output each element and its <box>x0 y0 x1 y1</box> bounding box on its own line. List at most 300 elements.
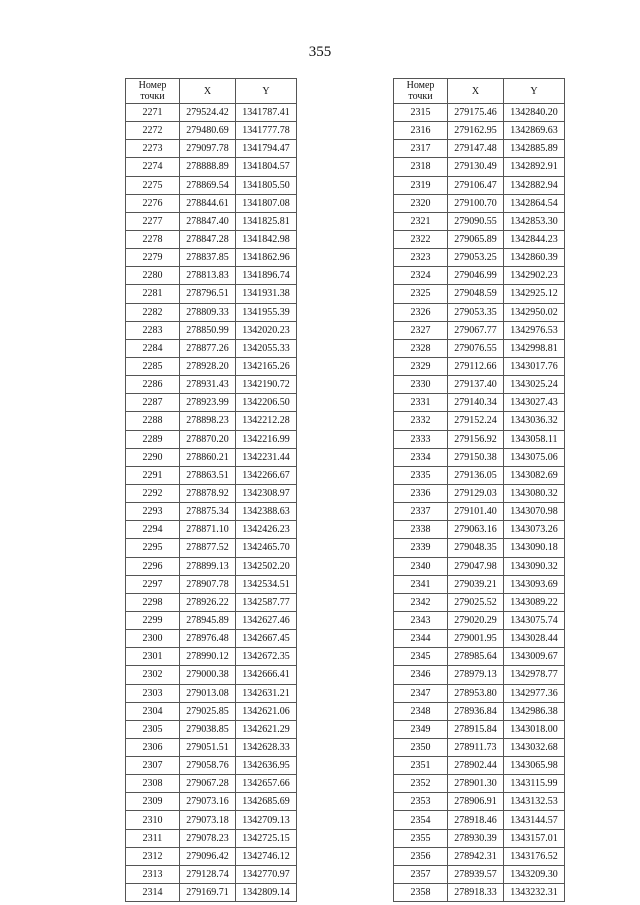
table-row <box>126 793 297 811</box>
cell-point-number: 2358 <box>394 884 448 902</box>
cell-x: 279101.40 <box>448 503 504 521</box>
table-row <box>394 285 565 303</box>
cell-y: 1342628.33 <box>236 738 297 756</box>
cell-point-number: 2353 <box>394 793 448 811</box>
cell-y: 1341787.41 <box>236 104 297 122</box>
table-row <box>394 503 565 521</box>
cell-point-number: 2294 <box>126 521 180 539</box>
cell-point-number: 2284 <box>126 339 180 357</box>
table-row <box>126 466 297 484</box>
cell-point-number: 2285 <box>126 357 180 375</box>
cell-point-number: 2320 <box>394 194 448 212</box>
table-row <box>126 176 297 194</box>
table-row <box>126 702 297 720</box>
table-row <box>394 249 565 267</box>
table-row <box>394 321 565 339</box>
cell-y: 1341862.96 <box>236 249 297 267</box>
cell-x: 279152.24 <box>448 412 504 430</box>
cell-point-number: 2289 <box>126 430 180 448</box>
table-row <box>126 575 297 593</box>
cell-y: 1342308.97 <box>236 484 297 502</box>
table-row <box>126 230 297 248</box>
cell-point-number: 2317 <box>394 140 448 158</box>
cell-y: 1341931.38 <box>236 285 297 303</box>
cell-x: 278844.61 <box>180 194 236 212</box>
cell-x: 278902.44 <box>448 757 504 775</box>
cell-y: 1343058.11 <box>504 430 565 448</box>
cell-point-number: 2301 <box>126 648 180 666</box>
cell-y: 1342976.53 <box>504 321 565 339</box>
cell-point-number: 2352 <box>394 775 448 793</box>
header-point-number: Номер точки <box>394 79 448 104</box>
cell-y: 1342844.23 <box>504 230 565 248</box>
cell-point-number: 2326 <box>394 303 448 321</box>
cell-point-number: 2335 <box>394 466 448 484</box>
cell-point-number: 2355 <box>394 829 448 847</box>
cell-x: 279480.69 <box>180 122 236 140</box>
cell-x: 278923.99 <box>180 394 236 412</box>
cell-x: 279067.77 <box>448 321 504 339</box>
cell-y: 1341777.78 <box>236 122 297 140</box>
cell-point-number: 2314 <box>126 884 180 902</box>
table-row <box>126 884 297 902</box>
table-row <box>126 412 297 430</box>
cell-point-number: 2325 <box>394 285 448 303</box>
cell-y: 1341896.74 <box>236 267 297 285</box>
cell-y: 1342206.50 <box>236 394 297 412</box>
cell-point-number: 2308 <box>126 775 180 793</box>
cell-point-number: 2291 <box>126 466 180 484</box>
cell-point-number: 2304 <box>126 702 180 720</box>
cell-point-number: 2275 <box>126 176 180 194</box>
table-row <box>394 738 565 756</box>
table-header-row <box>126 79 297 104</box>
table-row <box>394 684 565 702</box>
page-number: 355 <box>308 44 332 60</box>
cell-point-number: 2339 <box>394 539 448 557</box>
cell-x: 278870.20 <box>180 430 236 448</box>
table-row <box>126 666 297 684</box>
cell-x: 278901.30 <box>448 775 504 793</box>
cell-y: 1342636.95 <box>236 757 297 775</box>
cell-y: 1342809.14 <box>236 884 297 902</box>
cell-point-number: 2354 <box>394 811 448 829</box>
table-row <box>394 140 565 158</box>
table-row <box>126 829 297 847</box>
cell-x: 279136.05 <box>448 466 504 484</box>
table-row <box>126 630 297 648</box>
cell-x: 279078.23 <box>180 829 236 847</box>
cell-x: 279090.55 <box>448 212 504 230</box>
cell-y: 1342986.38 <box>504 702 565 720</box>
table-row <box>126 865 297 883</box>
cell-x: 279065.89 <box>448 230 504 248</box>
cell-y: 1343209.30 <box>504 865 565 883</box>
cell-x: 279013.08 <box>180 684 236 702</box>
table-row <box>394 412 565 430</box>
cell-x: 279058.76 <box>180 757 236 775</box>
cell-y: 1342231.44 <box>236 448 297 466</box>
cell-x: 279053.35 <box>448 303 504 321</box>
table-row <box>394 630 565 648</box>
cell-point-number: 2283 <box>126 321 180 339</box>
table-row <box>394 720 565 738</box>
table-row <box>126 847 297 865</box>
table-row <box>126 684 297 702</box>
header-x: X <box>448 79 504 104</box>
cell-point-number: 2324 <box>394 267 448 285</box>
cell-x: 278847.28 <box>180 230 236 248</box>
table-row <box>126 648 297 666</box>
cell-x: 278863.51 <box>180 466 236 484</box>
cell-x: 278979.13 <box>448 666 504 684</box>
cell-point-number: 2288 <box>126 412 180 430</box>
cell-x: 278907.78 <box>180 575 236 593</box>
table-row <box>126 811 297 829</box>
cell-y: 1343070.98 <box>504 503 565 521</box>
cell-x: 278869.54 <box>180 176 236 194</box>
header-point-number: Номер точки <box>126 79 180 104</box>
cell-y: 1343018.00 <box>504 720 565 738</box>
cell-y: 1343032.68 <box>504 738 565 756</box>
cell-y: 1342627.46 <box>236 611 297 629</box>
cell-x: 279076.55 <box>448 339 504 357</box>
cell-point-number: 2357 <box>394 865 448 883</box>
table-row <box>394 593 565 611</box>
cell-x: 279156.92 <box>448 430 504 448</box>
cell-x: 279051.51 <box>180 738 236 756</box>
cell-x: 279046.99 <box>448 267 504 285</box>
table-row <box>394 539 565 557</box>
cell-y: 1343093.69 <box>504 575 565 593</box>
table-row <box>394 648 565 666</box>
cell-point-number: 2351 <box>394 757 448 775</box>
table-row <box>126 140 297 158</box>
cell-point-number: 2319 <box>394 176 448 194</box>
cell-x: 278899.13 <box>180 557 236 575</box>
table-row <box>394 847 565 865</box>
cell-y: 1341805.50 <box>236 176 297 194</box>
cell-y: 1342465.70 <box>236 539 297 557</box>
cell-y: 1342657.66 <box>236 775 297 793</box>
cell-x: 278976.48 <box>180 630 236 648</box>
cell-x: 278796.51 <box>180 285 236 303</box>
cell-x: 278928.20 <box>180 357 236 375</box>
table-row <box>126 539 297 557</box>
cell-point-number: 2349 <box>394 720 448 738</box>
cell-x: 278990.12 <box>180 648 236 666</box>
table-row <box>126 104 297 122</box>
cell-y: 1342869.63 <box>504 122 565 140</box>
table-row <box>126 285 297 303</box>
cell-x: 279000.38 <box>180 666 236 684</box>
cell-point-number: 2338 <box>394 521 448 539</box>
cell-y: 1342864.54 <box>504 194 565 212</box>
cell-y: 1342672.35 <box>236 648 297 666</box>
cell-point-number: 2303 <box>126 684 180 702</box>
cell-point-number: 2296 <box>126 557 180 575</box>
cell-point-number: 2313 <box>126 865 180 883</box>
cell-y: 1342502.20 <box>236 557 297 575</box>
cell-y: 1342266.67 <box>236 466 297 484</box>
table-row <box>126 194 297 212</box>
cell-point-number: 2292 <box>126 484 180 502</box>
cell-x: 278942.31 <box>448 847 504 865</box>
cell-x: 279128.74 <box>180 865 236 883</box>
cell-x: 279100.70 <box>448 194 504 212</box>
table-row <box>126 267 297 285</box>
table-row <box>126 339 297 357</box>
cell-y: 1343075.74 <box>504 611 565 629</box>
cell-point-number: 2306 <box>126 738 180 756</box>
cell-y: 1342190.72 <box>236 376 297 394</box>
cell-y: 1343017.76 <box>504 357 565 375</box>
cell-x: 279175.46 <box>448 104 504 122</box>
cell-y: 1343115.99 <box>504 775 565 793</box>
header-y: Y <box>236 79 297 104</box>
cell-y: 1342885.89 <box>504 140 565 158</box>
table-row <box>394 811 565 829</box>
cell-y: 1343157.01 <box>504 829 565 847</box>
cell-x: 278860.21 <box>180 448 236 466</box>
cell-y: 1343027.43 <box>504 394 565 412</box>
cell-y: 1342853.30 <box>504 212 565 230</box>
cell-point-number: 2298 <box>126 593 180 611</box>
cell-x: 279063.16 <box>448 521 504 539</box>
cell-x: 279112.66 <box>448 357 504 375</box>
cell-y: 1342667.45 <box>236 630 297 648</box>
cell-x: 279106.47 <box>448 176 504 194</box>
cell-x: 278985.64 <box>448 648 504 666</box>
cell-x: 279150.38 <box>448 448 504 466</box>
cell-x: 279025.85 <box>180 702 236 720</box>
cell-y: 1342212.28 <box>236 412 297 430</box>
cell-x: 278931.43 <box>180 376 236 394</box>
table-row <box>126 448 297 466</box>
cell-y: 1343073.26 <box>504 521 565 539</box>
cell-point-number: 2309 <box>126 793 180 811</box>
cell-x: 279048.59 <box>448 285 504 303</box>
table-row <box>394 158 565 176</box>
cell-x: 278878.92 <box>180 484 236 502</box>
cell-y: 1343144.57 <box>504 811 565 829</box>
cell-y: 1342746.12 <box>236 847 297 865</box>
cell-y: 1342685.69 <box>236 793 297 811</box>
cell-x: 279073.18 <box>180 811 236 829</box>
table-row <box>394 775 565 793</box>
cell-point-number: 2279 <box>126 249 180 267</box>
table-row <box>394 394 565 412</box>
table-row <box>394 884 565 902</box>
cell-y: 1342534.51 <box>236 575 297 593</box>
cell-x: 279096.42 <box>180 847 236 865</box>
table-row <box>394 575 565 593</box>
cell-point-number: 2282 <box>126 303 180 321</box>
table-row <box>394 611 565 629</box>
cell-point-number: 2299 <box>126 611 180 629</box>
cell-x: 278888.89 <box>180 158 236 176</box>
table-row <box>394 666 565 684</box>
cell-y: 1343028.44 <box>504 630 565 648</box>
cell-point-number: 2327 <box>394 321 448 339</box>
cell-x: 279073.16 <box>180 793 236 811</box>
cell-point-number: 2331 <box>394 394 448 412</box>
cell-x: 279097.78 <box>180 140 236 158</box>
cell-x: 279162.95 <box>448 122 504 140</box>
cell-point-number: 2302 <box>126 666 180 684</box>
table-row <box>126 484 297 502</box>
cell-point-number: 2287 <box>126 394 180 412</box>
header-y: Y <box>504 79 565 104</box>
cell-point-number: 2312 <box>126 847 180 865</box>
cell-x: 279169.71 <box>180 884 236 902</box>
table-row <box>394 557 565 575</box>
cell-y: 1343036.32 <box>504 412 565 430</box>
cell-x: 278898.23 <box>180 412 236 430</box>
table-row <box>394 194 565 212</box>
cell-y: 1341804.57 <box>236 158 297 176</box>
cell-y: 1343009.67 <box>504 648 565 666</box>
cell-point-number: 2278 <box>126 230 180 248</box>
cell-y: 1342725.15 <box>236 829 297 847</box>
cell-x: 278936.84 <box>448 702 504 720</box>
table-row <box>126 158 297 176</box>
cell-x: 278906.91 <box>448 793 504 811</box>
cell-x: 279020.29 <box>448 611 504 629</box>
table-row <box>126 321 297 339</box>
cell-y: 1342977.36 <box>504 684 565 702</box>
table-row <box>126 757 297 775</box>
cell-y: 1341842.98 <box>236 230 297 248</box>
table-row <box>126 212 297 230</box>
cell-y: 1343075.06 <box>504 448 565 466</box>
table-row <box>394 865 565 883</box>
cell-y: 1343080.32 <box>504 484 565 502</box>
table-row <box>126 593 297 611</box>
cell-y: 1342587.77 <box>236 593 297 611</box>
cell-x: 279053.25 <box>448 249 504 267</box>
table-row <box>126 611 297 629</box>
cell-y: 1343176.52 <box>504 847 565 865</box>
cell-x: 279048.35 <box>448 539 504 557</box>
cell-point-number: 2310 <box>126 811 180 829</box>
table-row <box>394 357 565 375</box>
table-row <box>394 757 565 775</box>
table-row <box>126 738 297 756</box>
cell-x: 279001.95 <box>448 630 504 648</box>
table-row <box>394 521 565 539</box>
cell-y: 1343232.31 <box>504 884 565 902</box>
cell-point-number: 2281 <box>126 285 180 303</box>
table-row <box>126 376 297 394</box>
cell-x: 278877.52 <box>180 539 236 557</box>
cell-point-number: 2274 <box>126 158 180 176</box>
cell-point-number: 2345 <box>394 648 448 666</box>
cell-x: 279038.85 <box>180 720 236 738</box>
cell-point-number: 2280 <box>126 267 180 285</box>
cell-y: 1342950.02 <box>504 303 565 321</box>
cell-point-number: 2311 <box>126 829 180 847</box>
cell-y: 1343090.18 <box>504 539 565 557</box>
cell-y: 1342902.23 <box>504 267 565 285</box>
table-row <box>394 212 565 230</box>
cell-point-number: 2323 <box>394 249 448 267</box>
cell-y: 1342925.12 <box>504 285 565 303</box>
table-header-row <box>394 79 565 104</box>
cell-point-number: 2346 <box>394 666 448 684</box>
table-row <box>126 357 297 375</box>
cell-point-number: 2300 <box>126 630 180 648</box>
cell-point-number: 2276 <box>126 194 180 212</box>
coordinates-table-left <box>125 78 297 902</box>
cell-y: 1342892.91 <box>504 158 565 176</box>
cell-point-number: 2347 <box>394 684 448 702</box>
table-row <box>126 249 297 267</box>
cell-y: 1343065.98 <box>504 757 565 775</box>
cell-point-number: 2293 <box>126 503 180 521</box>
cell-point-number: 2337 <box>394 503 448 521</box>
cell-x: 278930.39 <box>448 829 504 847</box>
cell-x: 278875.34 <box>180 503 236 521</box>
table-row <box>126 720 297 738</box>
cell-x: 278939.57 <box>448 865 504 883</box>
cell-x: 278837.85 <box>180 249 236 267</box>
cell-y: 1342860.39 <box>504 249 565 267</box>
cell-y: 1342165.26 <box>236 357 297 375</box>
cell-x: 278871.10 <box>180 521 236 539</box>
cell-x: 278847.40 <box>180 212 236 230</box>
cell-y: 1342426.23 <box>236 521 297 539</box>
cell-x: 278945.89 <box>180 611 236 629</box>
cell-y: 1342621.06 <box>236 702 297 720</box>
cell-y: 1343025.24 <box>504 376 565 394</box>
cell-point-number: 2272 <box>126 122 180 140</box>
cell-x: 278953.80 <box>448 684 504 702</box>
table-row <box>394 484 565 502</box>
cell-x: 279067.28 <box>180 775 236 793</box>
cell-x: 279039.21 <box>448 575 504 593</box>
table-row <box>394 303 565 321</box>
cell-point-number: 2328 <box>394 339 448 357</box>
cell-point-number: 2290 <box>126 448 180 466</box>
cell-point-number: 2321 <box>394 212 448 230</box>
cell-point-number: 2316 <box>394 122 448 140</box>
cell-x: 279147.48 <box>448 140 504 158</box>
cell-point-number: 2322 <box>394 230 448 248</box>
cell-x: 278926.22 <box>180 593 236 611</box>
cell-point-number: 2271 <box>126 104 180 122</box>
table-row <box>126 775 297 793</box>
cell-point-number: 2315 <box>394 104 448 122</box>
cell-x: 278918.46 <box>448 811 504 829</box>
cell-point-number: 2295 <box>126 539 180 557</box>
cell-x: 278809.33 <box>180 303 236 321</box>
cell-point-number: 2329 <box>394 357 448 375</box>
table-row <box>394 230 565 248</box>
cell-x: 278911.73 <box>448 738 504 756</box>
cell-y: 1342631.21 <box>236 684 297 702</box>
cell-y: 1342621.29 <box>236 720 297 738</box>
coordinates-table-right <box>393 78 565 902</box>
cell-y: 1341794.47 <box>236 140 297 158</box>
cell-point-number: 2340 <box>394 557 448 575</box>
cell-point-number: 2286 <box>126 376 180 394</box>
cell-point-number: 2277 <box>126 212 180 230</box>
cell-y: 1342770.97 <box>236 865 297 883</box>
table-row <box>394 122 565 140</box>
cell-point-number: 2333 <box>394 430 448 448</box>
cell-x: 279524.42 <box>180 104 236 122</box>
